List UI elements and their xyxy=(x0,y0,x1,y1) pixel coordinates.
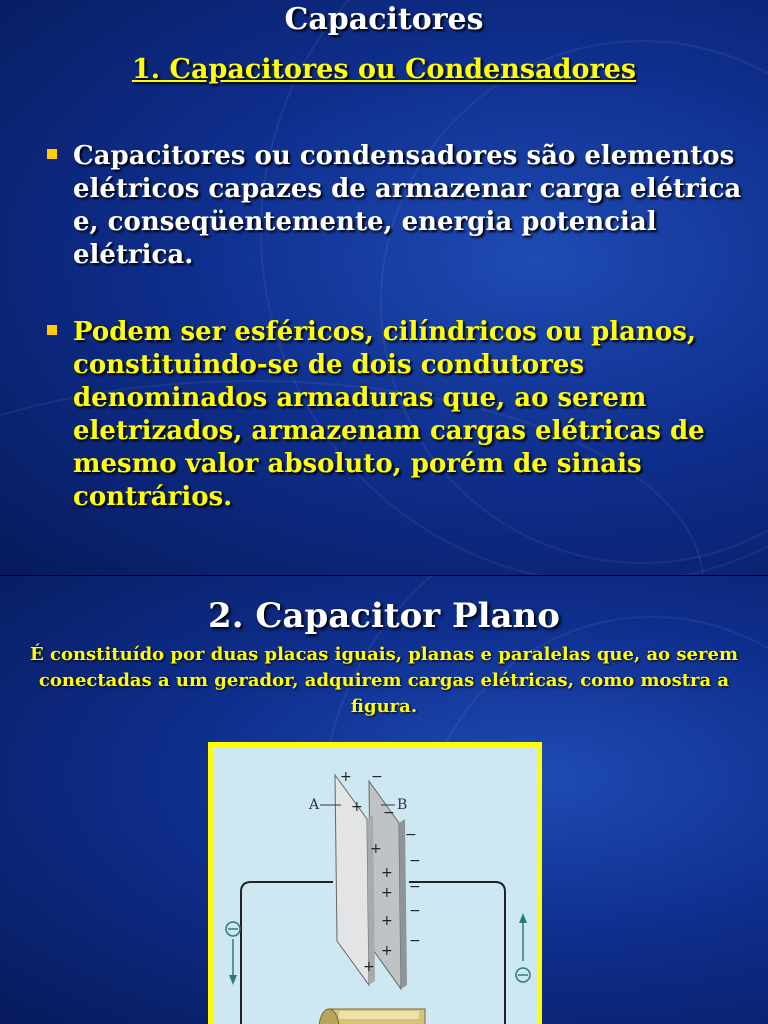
minus-sign: − xyxy=(405,827,417,843)
bullet-item xyxy=(73,140,753,272)
plus-sign: + xyxy=(381,913,393,929)
minus-sign: − xyxy=(409,853,421,869)
minus-sign: − xyxy=(409,903,421,919)
plus-sign: + xyxy=(381,943,393,959)
slide-title: 2. Capacitor Plano xyxy=(208,596,560,636)
bullet-text: Podem ser esféricos, cilíndricos ou planos, constituindo-se de dois condutores denominados armaduras que, ao serem eletrizados, armazenam cargas elétricas de mesmo valor absoluto, porém de sinais contrários. xyxy=(73,317,705,512)
capacitor-figure xyxy=(208,742,542,1024)
slide-2 xyxy=(0,576,768,1024)
plus-sign: + xyxy=(340,769,352,785)
minus-sign: − xyxy=(371,769,383,785)
minus-sign: − xyxy=(409,933,421,949)
section-heading: 1. Capacitores ou Condensadores xyxy=(131,54,637,85)
slide-title: Capacitores xyxy=(284,2,484,37)
plus-sign: + xyxy=(351,799,363,815)
slide-description: É constituído por duas placas iguais, planas e paralelas que, ao serem conectadas a um gerador, adquirem cargas elétricas, como mostra a figura. xyxy=(30,644,738,717)
capacitor-diagram xyxy=(213,747,537,1024)
plate-b-label: B xyxy=(397,797,408,813)
generator-icon xyxy=(319,1009,425,1024)
plus-sign: + xyxy=(363,959,375,975)
minus-sign: − xyxy=(383,805,395,821)
bullet-text: Capacitores ou condensadores são elementos elétricos capazes de armazenar carga elétrica e, conseqüentemente, energia potencial elétrica. xyxy=(73,141,742,270)
bullet-item xyxy=(73,316,753,514)
plus-sign: + xyxy=(370,841,382,857)
plate-a-label: A xyxy=(309,797,320,813)
battery-highlight xyxy=(339,1011,419,1019)
bullet-marker-icon xyxy=(47,149,57,159)
plus-sign: + xyxy=(381,885,393,901)
plus-sign: + xyxy=(381,865,393,881)
minus-sign: − xyxy=(409,879,421,895)
bullet-marker-icon xyxy=(47,325,57,335)
